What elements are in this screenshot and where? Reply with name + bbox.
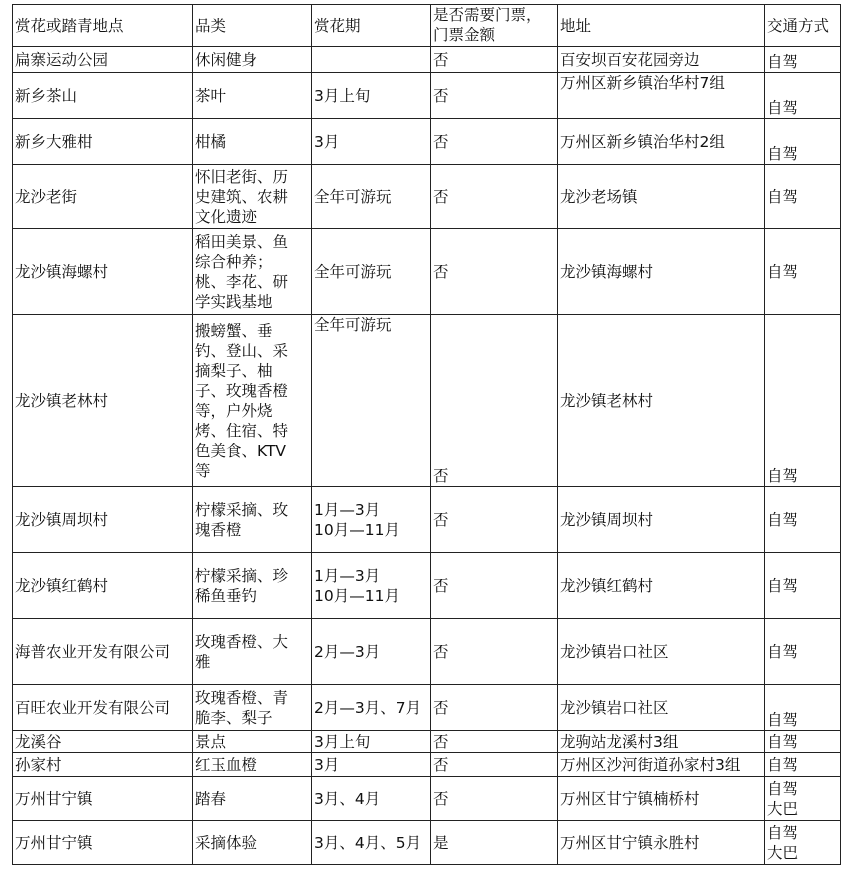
cell-address: 万州区甘宁镇楠桥村 [558, 777, 765, 821]
cell-location: 龙沙镇老林村 [13, 315, 193, 487]
cell-category: 柠檬采摘、珍 稀鱼垂钓 [193, 553, 312, 619]
cell-address: 万州区甘宁镇永胜村 [558, 821, 765, 865]
cell-season: 3月上旬 [312, 73, 431, 119]
cell-season: 3月、4月、5月 [312, 821, 431, 865]
cell-transport: 自驾 [765, 73, 841, 119]
cell-ticket: 否 [431, 119, 558, 165]
cell-ticket: 否 [431, 685, 558, 731]
cell-transport: 自驾 [765, 753, 841, 777]
cell-ticket: 否 [431, 777, 558, 821]
cell-season: 3月 [312, 753, 431, 777]
header-address: 地址 [558, 5, 765, 47]
table-row [13, 619, 841, 685]
cell-address: 龙沙镇岩口社区 [558, 685, 765, 731]
cell-season: 全年可游玩 [312, 229, 431, 315]
table-row [13, 119, 841, 165]
cell-address: 龙沙镇老林村 [558, 315, 765, 487]
cell-season: 1月—3月 10月—11月 [312, 487, 431, 553]
cell-season: 全年可游玩 [312, 315, 431, 487]
table-row [13, 777, 841, 821]
cell-category: 柠檬采摘、玫 瑰香橙 [193, 487, 312, 553]
cell-season: 2月—3月、7月 [312, 685, 431, 731]
cell-location: 龙沙老街 [13, 165, 193, 229]
cell-transport: 自驾 [765, 731, 841, 753]
cell-location: 百旺农业开发有限公司 [13, 685, 193, 731]
table-row [13, 229, 841, 315]
table-row [13, 487, 841, 553]
cell-ticket: 否 [431, 753, 558, 777]
cell-transport: 自驾 [765, 685, 841, 731]
cell-transport: 自驾 [765, 165, 841, 229]
cell-address: 龙沙老场镇 [558, 165, 765, 229]
cell-transport: 自驾 [765, 47, 841, 73]
cell-location: 扁寨运动公园 [13, 47, 193, 73]
cell-location: 新乡茶山 [13, 73, 193, 119]
cell-location: 龙溪谷 [13, 731, 193, 753]
cell-season: 2月—3月 [312, 619, 431, 685]
cell-location: 孙家村 [13, 753, 193, 777]
cell-location: 龙沙镇周坝村 [13, 487, 193, 553]
table-row [13, 47, 841, 73]
header-transport: 交通方式 [765, 5, 841, 47]
cell-transport: 自驾 [765, 229, 841, 315]
table-row [13, 821, 841, 865]
cell-season: 1月—3月 10月—11月 [312, 553, 431, 619]
cell-category: 怀旧老街、历 史建筑、农耕 文化遗迹 [193, 165, 312, 229]
header-ticket: 是否需要门票， 门票金额 [431, 5, 558, 47]
header-season: 赏花期 [312, 5, 431, 47]
cell-ticket: 否 [431, 229, 558, 315]
table-body [13, 5, 841, 865]
cell-ticket: 否 [431, 619, 558, 685]
cell-category: 景点 [193, 731, 312, 753]
table-row [13, 73, 841, 119]
cell-transport: 自驾 [765, 619, 841, 685]
cell-ticket: 是 [431, 821, 558, 865]
cell-address: 百安坝百安花园旁边 [558, 47, 765, 73]
cell-location: 龙沙镇红鹤村 [13, 553, 193, 619]
cell-category: 稻田美景、鱼 综合种养； 桃、李花、研 学实践基地 [193, 229, 312, 315]
table-row [13, 731, 841, 753]
cell-category: 茶叶 [193, 73, 312, 119]
cell-category: 搬螃蟹、垂 钓、登山、采 摘梨子、柚 子、玫瑰香橙 等，户外烧 烤、住宿、特 色美食、KTV 等 [193, 315, 312, 487]
cell-season: 3月、4月 [312, 777, 431, 821]
cell-ticket: 否 [431, 73, 558, 119]
cell-address: 万州区沙河街道孙家村3组 [558, 753, 765, 777]
cell-category: 休闲健身 [193, 47, 312, 73]
cell-location: 龙沙镇海螺村 [13, 229, 193, 315]
header-location: 赏花或踏青地点 [13, 5, 193, 47]
cell-location: 万州甘宁镇 [13, 821, 193, 865]
cell-ticket: 否 [431, 165, 558, 229]
cell-transport: 自驾 大巴 [765, 821, 841, 865]
table-row [13, 165, 841, 229]
cell-transport: 自驾 [765, 315, 841, 487]
cell-address: 万州区新乡镇治华村2组 [558, 119, 765, 165]
table-row [13, 315, 841, 487]
table-row [13, 685, 841, 731]
cell-ticket: 否 [431, 553, 558, 619]
cell-address: 龙沙镇周坝村 [558, 487, 765, 553]
cell-ticket: 否 [431, 487, 558, 553]
cell-location: 万州甘宁镇 [13, 777, 193, 821]
cell-category: 红玉血橙 [193, 753, 312, 777]
cell-ticket: 否 [431, 315, 558, 487]
cell-address: 龙沙镇红鹤村 [558, 553, 765, 619]
cell-category: 踏春 [193, 777, 312, 821]
cell-ticket: 否 [431, 47, 558, 73]
cell-transport: 自驾 [765, 487, 841, 553]
cell-address: 龙驹站龙溪村3组 [558, 731, 765, 753]
cell-address: 龙沙镇海螺村 [558, 229, 765, 315]
cell-transport: 自驾 大巴 [765, 777, 841, 821]
cell-address: 万州区新乡镇治华村7组 [558, 73, 765, 119]
cell-category: 玫瑰香橙、青 脆李、梨子 [193, 685, 312, 731]
cell-location: 新乡大雅柑 [13, 119, 193, 165]
cell-category: 玫瑰香橙、大 雅 [193, 619, 312, 685]
cell-transport: 自驾 [765, 553, 841, 619]
cell-season: 3月上旬 [312, 731, 431, 753]
cell-category: 柑橘 [193, 119, 312, 165]
scenic-spots-table [12, 4, 841, 865]
cell-season: 全年可游玩 [312, 165, 431, 229]
cell-category: 采摘体验 [193, 821, 312, 865]
header-category: 品类 [193, 5, 312, 47]
table-row [13, 553, 841, 619]
cell-address: 龙沙镇岩口社区 [558, 619, 765, 685]
header-row [13, 5, 841, 47]
cell-ticket: 否 [431, 731, 558, 753]
cell-season [312, 47, 431, 73]
cell-location: 海普农业开发有限公司 [13, 619, 193, 685]
table-row [13, 753, 841, 777]
cell-transport: 自驾 [765, 119, 841, 165]
cell-season: 3月 [312, 119, 431, 165]
